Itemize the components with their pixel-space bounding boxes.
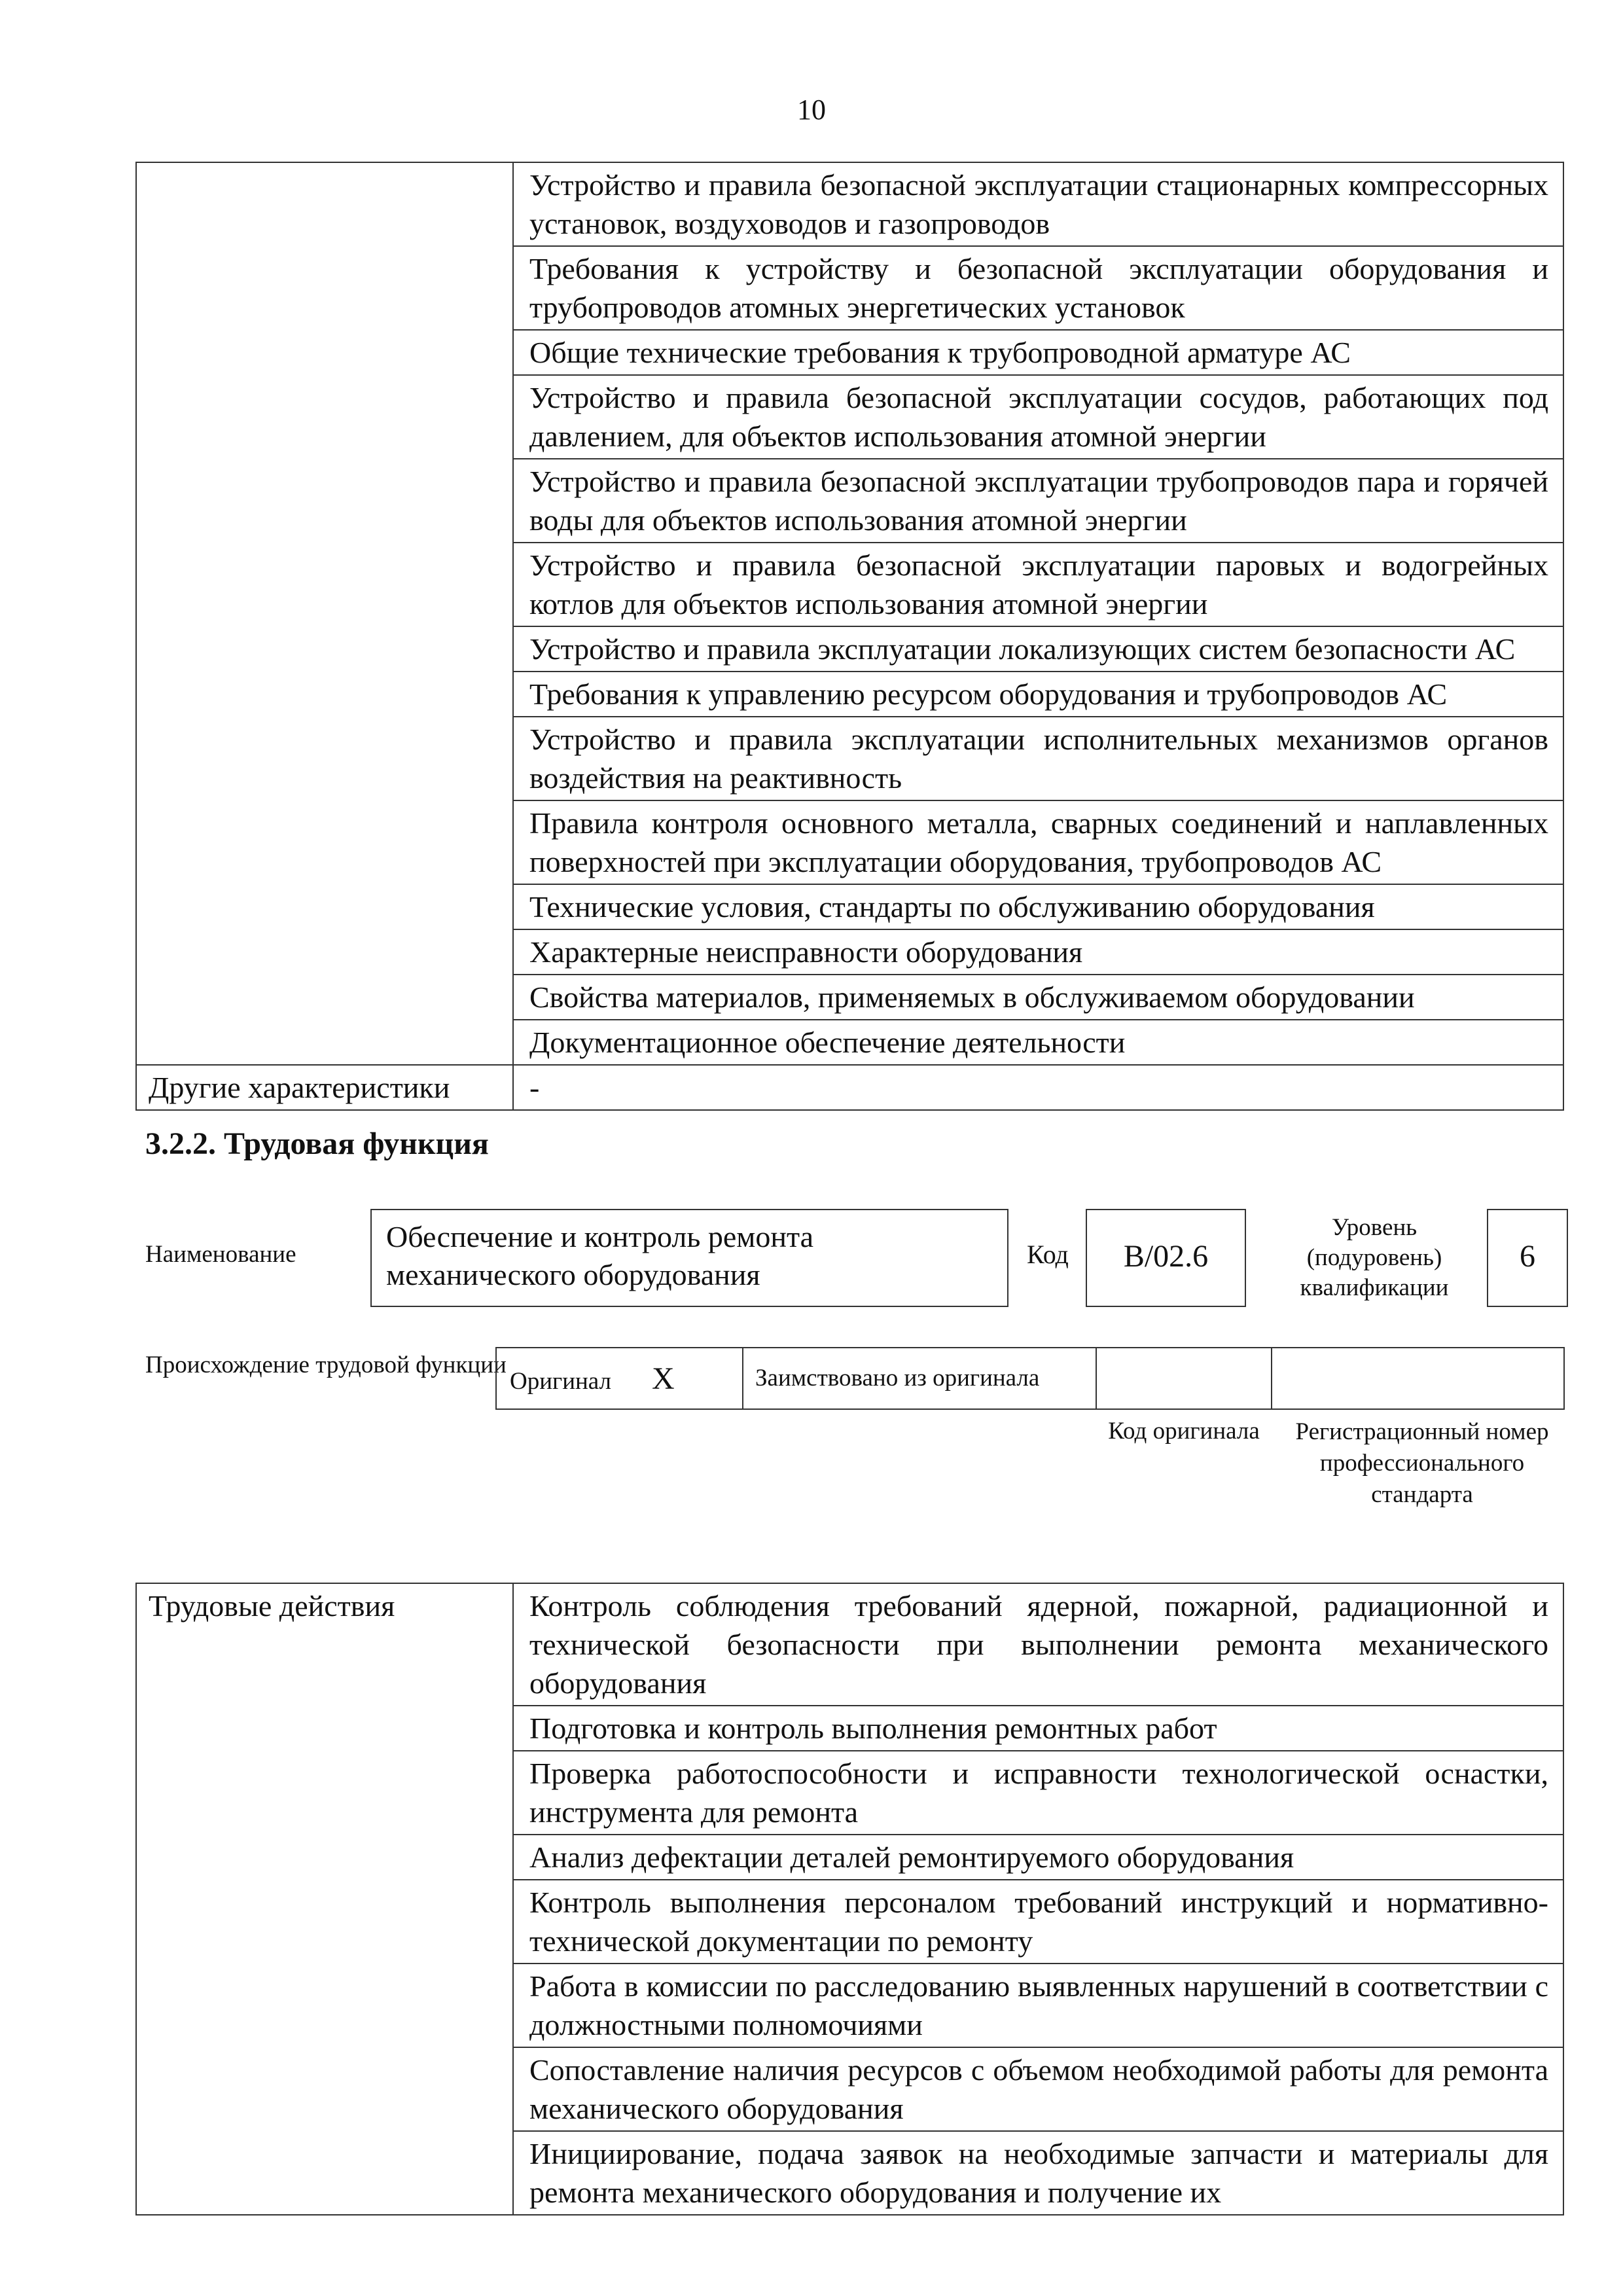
- table-row: [496, 1348, 1564, 1409]
- table-row: [136, 1065, 1563, 1110]
- knowledge-item: Общие технические требования к трубопроводной арматуре АС: [513, 330, 1563, 375]
- labor-actions-table: [135, 1583, 1564, 2215]
- knowledge-item: Устройство и правила эксплуатации исполнительных механизмов органов воздействия на реактивность: [513, 717, 1563, 800]
- empty-label-cell: [136, 162, 513, 1065]
- knowledge-item: Свойства материалов, применяемых в обслуживаемом оборудовании: [513, 975, 1563, 1020]
- origin-table: [495, 1347, 1565, 1410]
- original-code-cell: [1096, 1348, 1272, 1409]
- labor-action-item: Подготовка и контроль выполнения ремонтных работ: [513, 1706, 1563, 1751]
- labor-action-item: Работа в комиссии по расследованию выявленных нарушений в соответствии с должностными полномочиями: [513, 1964, 1563, 2047]
- borrowed-label: Заимствовано из оригинала: [755, 1365, 1040, 1391]
- level-label: Уровень (подуровень) квалификации: [1300, 1214, 1449, 1301]
- section-heading: 3.2.2. Трудовая функция: [145, 1126, 489, 1161]
- knowledge-item: Требования к устройству и безопасной эксплуатации оборудования и трубопроводов атомных энергетических установок: [513, 246, 1563, 330]
- knowledge-item: Характерные неисправности оборудования: [513, 929, 1563, 975]
- table-row: [136, 1583, 1563, 1706]
- knowledge-item: Устройство и правила безопасной эксплуатации трубопроводов пара и горячей воды для объектов использования атомной энергии: [513, 459, 1563, 543]
- labor-action-item: Инициирование, подача заявок на необходимые запчасти и материалы для ремонта механического оборудования и получение их: [513, 2131, 1563, 2215]
- level-value-box: 6: [1487, 1209, 1568, 1307]
- borrowed-cell: [743, 1348, 1096, 1409]
- original-code-caption: Код оригинала: [1108, 1418, 1260, 1444]
- name-label: Наименование: [145, 1241, 296, 1268]
- original-cell: [496, 1348, 743, 1409]
- knowledge-item: Требования к управлению ресурсом оборудования и трубопроводов АС: [513, 672, 1563, 717]
- registration-number-caption: Регистрационный номер профессионального стандарта: [1295, 1418, 1549, 1508]
- page-number: 10: [797, 94, 826, 126]
- code-label: Код: [1027, 1240, 1069, 1269]
- labor-action-item: Контроль выполнения персоналом требований инструкций и нормативно-технической документации по ремонту: [513, 1880, 1563, 1964]
- knowledge-item: Правила контроля основного металла, сварных соединений и наплавленных поверхностей при эксплуатации оборудования, трубопроводов АС: [513, 800, 1563, 884]
- labor-action-item: Проверка работоспособности и исправности технологической оснастки, инструмента для ремонта: [513, 1751, 1563, 1835]
- knowledge-item: Технические условия, стандарты по обслуживанию оборудования: [513, 884, 1563, 929]
- table-row: [136, 162, 1563, 246]
- other-characteristics-value: -: [513, 1065, 1563, 1110]
- other-characteristics-label: Другие характеристики: [136, 1065, 513, 1110]
- knowledge-item: Устройство и правила безопасной эксплуатации паровых и водогрейных котлов для объектов использования атомной энергии: [513, 543, 1563, 626]
- knowledge-item: Устройство и правила безопасной эксплуатации стационарных компрессорных установок, воздуховодов и газопроводов: [513, 162, 1563, 246]
- labor-action-item: Сопоставление наличия ресурсов с объемом необходимой работы для ремонта механического оборудования: [513, 2047, 1563, 2131]
- knowledge-table: [135, 162, 1564, 1111]
- labor-action-item: Анализ дефектации деталей ремонтируемого оборудования: [513, 1835, 1563, 1880]
- knowledge-item: Документационное обеспечение деятельности: [513, 1020, 1563, 1065]
- function-name-box: Обеспечение и контроль ремонта механического оборудования: [370, 1209, 1008, 1307]
- labor-actions-label: Трудовые действия: [136, 1583, 513, 2215]
- original-mark: X: [652, 1361, 675, 1396]
- origin-label: Происхождение трудовой функции: [145, 1352, 507, 1378]
- original-label: Оригинал: [510, 1367, 612, 1395]
- knowledge-item: Устройство и правила эксплуатации локализующих систем безопасности АС: [513, 626, 1563, 672]
- knowledge-item: Устройство и правила безопасной эксплуатации сосудов, работающих под давлением, для объектов использования атомной энергии: [513, 375, 1563, 459]
- labor-action-item: Контроль соблюдения требований ядерной, пожарной, радиационной и технической безопасности при выполнении ремонта механического оборудования: [513, 1583, 1563, 1706]
- registration-number-cell: [1272, 1348, 1564, 1409]
- code-value-box: B/02.6: [1086, 1209, 1246, 1307]
